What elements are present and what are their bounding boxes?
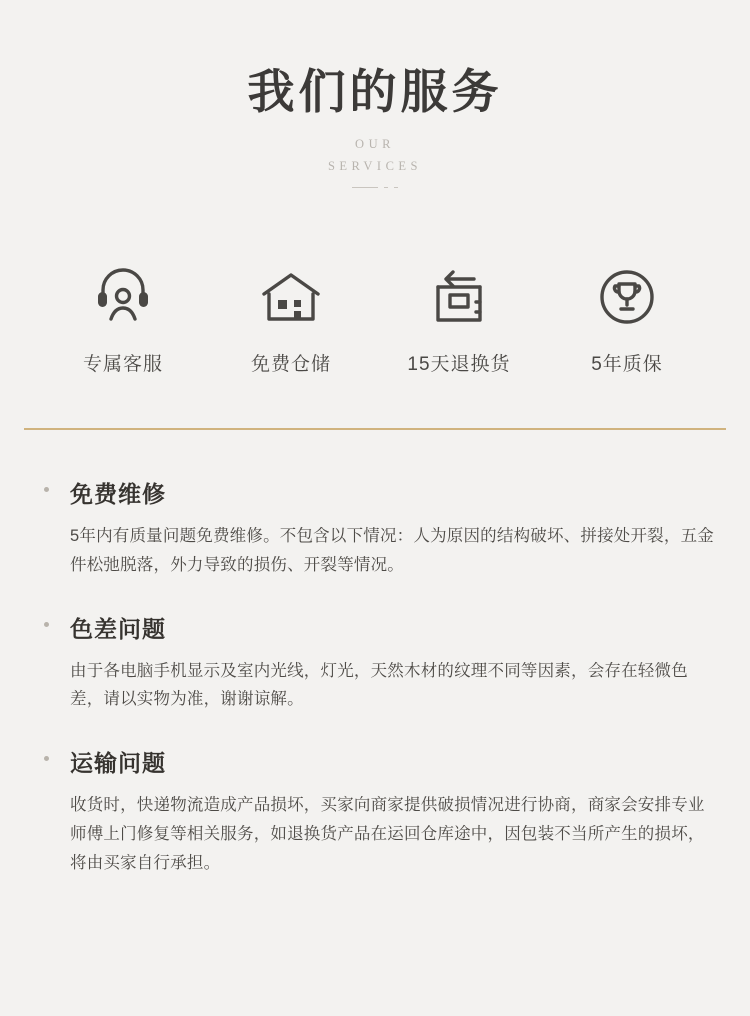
- service-terms-list: [24, 476, 726, 878]
- page-title: 我们的服务: [247, 67, 503, 119]
- dash-short-2: [394, 187, 398, 188]
- bullet-dot-icon: [44, 756, 49, 761]
- return-box-arrow-icon: [375, 260, 543, 334]
- term-body: 5年内有质量问题免费维修。不包含以下情况：人为原因的结构破坏、拼接处开裂，五金件松弛脱落，外力导致的损伤、开裂等情况。: [70, 526, 714, 574]
- warehouse-house-icon: [207, 260, 375, 334]
- feature-item-warranty: [543, 260, 711, 376]
- dash-short-1: [384, 187, 388, 188]
- term-body: 收货时，快递物流造成产品损坏，买家向商家提供破损情况进行协商，商家会安排专业师傅上门修复等相关服务，如退换货产品在运回仓库途中，因包装不当所产生的损坏，将由买家自行承担。: [70, 796, 705, 873]
- subtitle-line-2: SERVICES: [327, 158, 423, 173]
- term-item-shipping: [24, 745, 726, 878]
- feature-label: 免费仓储: [250, 353, 331, 375]
- feature-label: 15天退换货: [407, 353, 511, 375]
- dash-long: [352, 187, 378, 188]
- service-feature-list: [0, 260, 750, 376]
- term-item-color-difference: [24, 611, 726, 715]
- trophy-badge-icon: [543, 260, 711, 334]
- term-item-free-repair: [24, 476, 726, 580]
- page-subtitle: [0, 134, 750, 178]
- feature-item-customer-service: [39, 260, 207, 376]
- headset-support-icon: [39, 260, 207, 334]
- feature-item-return-policy: [375, 260, 543, 376]
- subtitle-line-1: OUR: [355, 137, 395, 152]
- term-title: 免费维修: [70, 481, 166, 507]
- bullet-dot-icon: [44, 622, 49, 627]
- term-title: 运输问题: [70, 751, 166, 777]
- feature-item-free-storage: [207, 260, 375, 376]
- page-header: [0, 0, 750, 188]
- title-dash-ornament: [352, 187, 398, 188]
- feature-label: 专属客服: [82, 353, 163, 375]
- feature-label: 5年质保: [591, 353, 663, 375]
- bullet-dot-icon: [44, 487, 49, 492]
- section-divider: [24, 428, 726, 430]
- term-body: 由于各电脑手机显示及室内光线，灯光，天然木材的纹理不同等因素，会存在轻微色差，请以实物为准，谢谢谅解。: [70, 661, 688, 709]
- term-title: 色差问题: [70, 616, 166, 642]
